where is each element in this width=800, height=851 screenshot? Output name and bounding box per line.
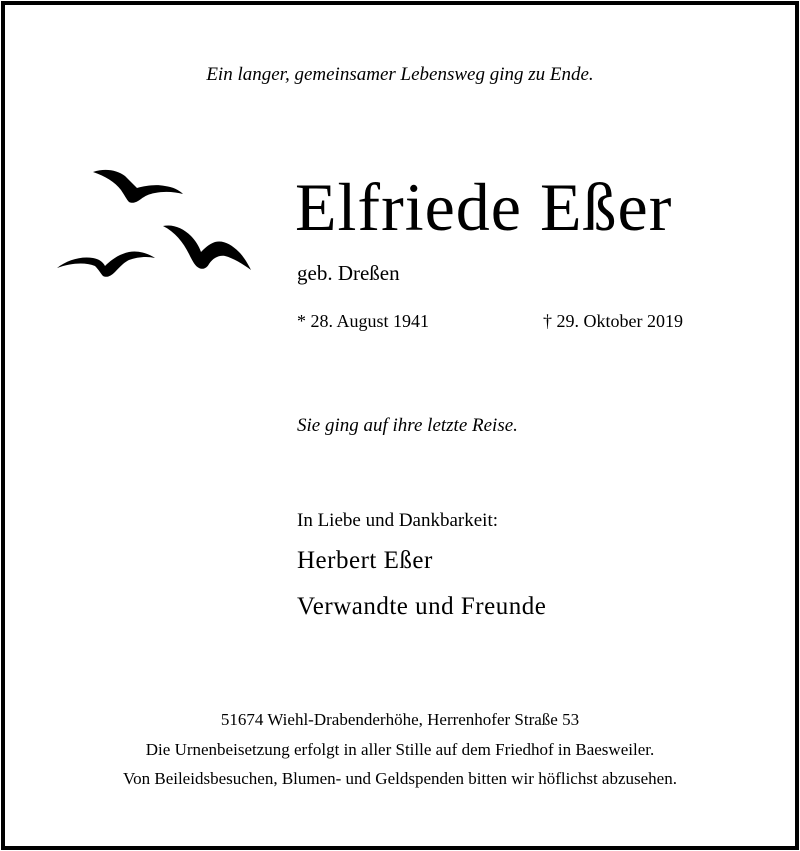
mourner-name: Verwandte und Freunde [297, 593, 547, 620]
flying-birds-icon [53, 160, 263, 290]
birth-date: * 28. August 1941 [297, 311, 430, 331]
mourner-name: Herbert Eßer [297, 547, 433, 574]
closing-phrase: In Liebe und Dankbarkeit: [297, 510, 499, 531]
condolence-request-line: Von Beileidsbesuchen, Blumen- und Geldspenden bitten wir höflichst abzusehen. [123, 769, 677, 788]
bird-icon [163, 225, 251, 270]
obituary-notice [1, 1, 799, 850]
bird-icon [57, 251, 155, 276]
quote: Sie ging auf ihre letzte Reise. [297, 415, 518, 436]
deceased-name: Elfriede Eßer [295, 169, 673, 245]
bird-icon [93, 170, 183, 203]
death-date: † 29. Oktober 2019 [543, 311, 683, 331]
address-line: 51674 Wiehl-Drabenderhöhe, Herrenhofer Straße 53 [220, 710, 580, 729]
maiden-name: geb. Dreßen [297, 261, 400, 285]
tagline: Ein langer, gemeinsamer Lebensweg ging zu Ende. [206, 64, 594, 85]
burial-info-line: Die Urnenbeisetzung erfolgt in aller Stille auf dem Friedhof in Baesweiler. [145, 740, 655, 759]
